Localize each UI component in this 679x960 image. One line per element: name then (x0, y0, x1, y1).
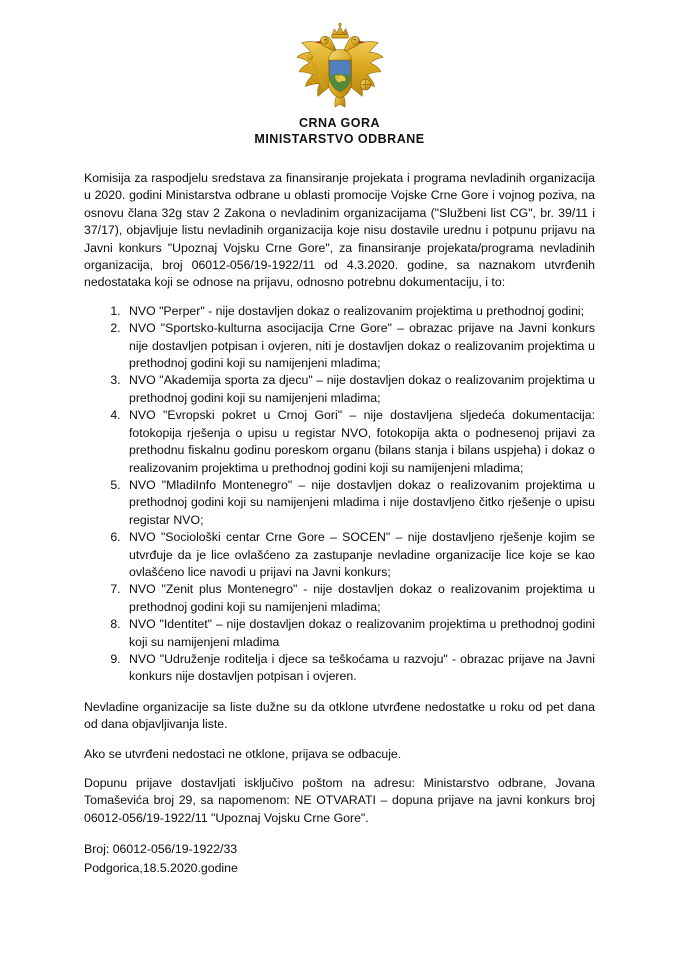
document-body (84, 147, 595, 878)
closing-paragraph-address: Dopunu prijave dostavljati isključivo poštom na adresu: Ministarstvo odbrane, Jovana Tomaševića broj 29, sa napomenom: NE OTVARATI – dopuna prijave na javni konkurs broj 06012-056/19-1922/11 "Upoznaj Vojsku Crne Gore". (84, 776, 595, 825)
list-item: 6. NVO "Sociološki centar Crne Gore – SOCEN" – nije dostavljeno rješenje kojim se utvrđuje da je lice ovlašćeno za zastupanje nevladine organizacije lice koje se kao ovlašćeno lice navodi u prijavi na Javni konkurs; (124, 529, 595, 581)
list-item: 9. NVO "Udruženje roditelja i djece sa teškoćama u razvoju" - obrazac prijave na Javni konkurs nije dostavljen potpisan i ovjeren. (124, 651, 595, 686)
list-item: 7. NVO "Zenit plus Montenegro" - nije dostavljen dokaz o realizovanim projektima u prethodnoj godini koji su namijenjeni mladima; (124, 581, 595, 616)
list-item: 3. NVO "Akademija sporta za djecu" – nije dostavljen dokaz o realizovanim projektima u prethodnoj godini koji su namijenjeni mladima; (124, 372, 595, 407)
document-number: Broj: 06012-056/19-1922/33 (84, 842, 238, 857)
list-item: 1. NVO "Perper" - nije dostavljen dokaz o realizovanim projektima u prethodnoj godini; (124, 303, 595, 320)
closing-paragraph-rejection: Ako se utvrđeni nedostaci ne otklone, prijava se odbacuje. (84, 746, 402, 761)
closing-paragraph-deadline: Nevladine organizacije sa liste dužne su da otklone utvrđene nedostatke u roku od pet dana od dana objavljivanja liste. (84, 699, 595, 732)
montenegro-coat-of-arms-icon (291, 22, 389, 110)
document-header (0, 0, 679, 147)
findings-list (84, 303, 595, 686)
country-name: CRNA GORA (298, 116, 381, 130)
list-item: 8. NVO "Identitet" – nije dostavljen dokaz o realizovanim projektima u prethodnoj godini koji su namijenjeni mladima (124, 616, 595, 651)
list-item: 2. NVO "Sportsko-kulturna asocijacija Crne Gore" – obrazac prijave na Javni konkurs nije dostavljen potpisan i ovjeren, niti je dostavljen dokaz o realizovanim projektima u prethodnoj godini koji su namijenjeni mladima; (124, 320, 595, 372)
closing-paragraphs (84, 699, 595, 827)
place-and-date: Podgorica,18.5.2020.godine (84, 861, 238, 876)
list-item: 4. NVO "Evropski pokret u Crnoj Gori" – nije dostavljena sljedeća dokumentacija: fotokopija rješenja o upisu u registar NVO, fotokopija akta o podnesenoj prijavi za prethodnu fiskalnu godinu poreskom organu (bilans stanja i bilans uspjeha) i dokaz o realizovanim projektima u prethodnoj godini koji su namijenjeni mladima; (124, 407, 595, 477)
page-title (0, 116, 679, 147)
intro-paragraph: Komisija za raspodjelu sredstava za finansiranje projekata i programa nevladinih organizacija u 2020. godini Ministarstva odbrane u oblasti promocije Vojske Crne Gore i vojnog poziva, na osnovu člana 32g stav 2 Zakona o nevladinim organizacijama ("Službeni list CG", br. 39/11 i 37/17), objavljuje listu nevladinih organizacija koje nisu dostavile urednu i potpunu prijavu na Javni konkurs "Upoznaj Vojsku Crne Gore", za finansiranje projekata/programa nevladinih organizacija, broj 06012-056/19-1922/11 od 4.3.2020. godine, sa naznakom utvrđenih nedostataka koji se odnose na prijavu, odnosno potrebnu dokumentaciju, i to: (84, 171, 595, 290)
ministry-name: MINISTARSTVO ODBRANE (254, 131, 425, 146)
document-signature-block (84, 840, 595, 878)
list-item: 5. NVO "MladiInfo Montenegro" – nije dostavljen dokaz o realizovanim projektima u prethodnoj godini koji su namijenjeni mladima i nije dostavljeno čitko rješenje o upisu registar NVO; (124, 477, 595, 529)
